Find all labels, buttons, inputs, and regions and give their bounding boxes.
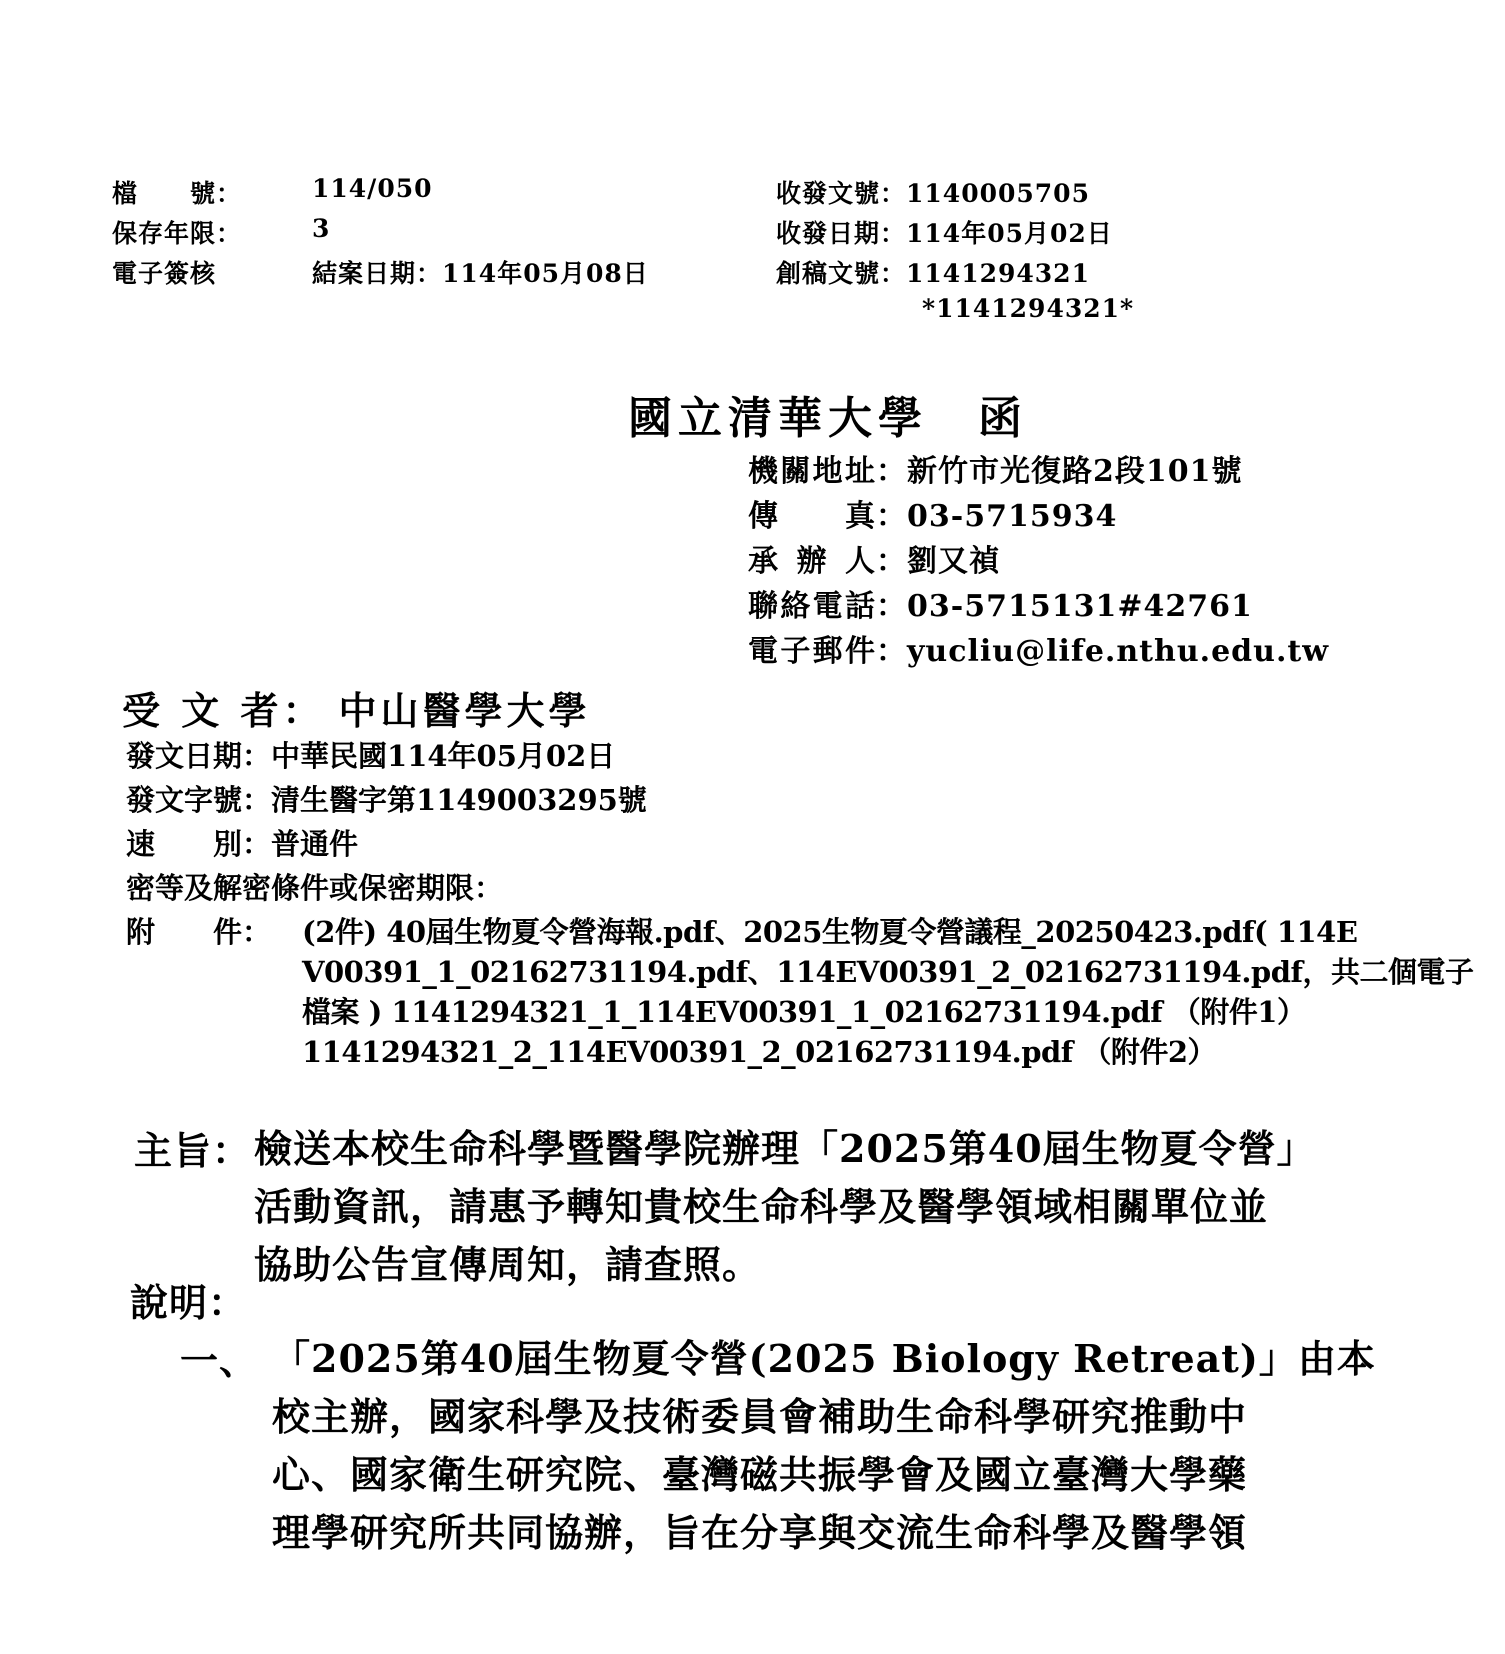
dispatch-date	[126, 734, 615, 775]
attachment-line: V00391_1_02162731194.pdf、114EV00391_2_02162731194.pdf，共二個電子	[302, 955, 1474, 989]
recv-no-label: 收發文號：	[776, 179, 907, 208]
subject-label: 主旨：	[134, 1128, 252, 1173]
contact-row-address: 機關地址：新竹市光復路2段101號	[748, 446, 1329, 491]
item1-line: 「2025第40屆生物夏令營(2025 Biology Retreat)」由本	[272, 1336, 1376, 1381]
barcode-text: *1141294321*	[922, 294, 1135, 323]
explain-label: 說明：	[130, 1280, 248, 1325]
dispatch-docno-value: 清生醫字第1149003295號	[271, 783, 647, 817]
close-date-value: 114年05月08日	[442, 259, 649, 288]
contact-value: yucliu@life.nthu.edu.tw	[907, 634, 1330, 669]
contact-value: 03-5715131#42761	[907, 589, 1253, 624]
retention-label: 保存年限：	[112, 219, 243, 248]
dispatch-date-label: 發文日期：	[126, 739, 272, 773]
subject-line: 協助公告宣傳周知，請查照。	[254, 1242, 762, 1287]
recv-date	[776, 214, 1113, 250]
dispatch-docno-label: 發文字號：	[126, 783, 272, 817]
attachment-line: (2件) 40屆生物夏令營海報.pdf、2025生物夏令營議程_20250423.pdf( 114E	[302, 915, 1358, 949]
subject-text	[254, 1120, 1316, 1294]
item1-line: 心、國家衛生研究院、臺灣磁共振學會及國立臺灣大學藥	[272, 1452, 1248, 1497]
secret-level-label: 密等及解密條件或保密期限：	[126, 871, 504, 905]
recv-date-value: 114年05月02日	[906, 219, 1113, 248]
recv-no-value: 1140005705	[906, 179, 1090, 208]
attachment-label: 附 件：	[126, 915, 272, 949]
dispatch-docno	[126, 778, 647, 819]
contact-label: 電子郵件	[748, 634, 876, 669]
receiver-name: 中山醫學大學	[338, 688, 591, 733]
item1-line: 理學研究所共同協辦，旨在分享與交流生命科學及醫學領	[272, 1510, 1248, 1555]
receiver	[122, 680, 590, 735]
recv-date-label: 收發日期：	[776, 219, 907, 248]
close-date	[312, 254, 649, 290]
draft-no-label: 創稿文號：	[776, 259, 907, 288]
contact-value: 劉又禎	[907, 544, 1000, 579]
dispatch-speed	[126, 822, 358, 863]
attachment-list	[302, 910, 1473, 1070]
contact-label: 承 辦 人	[748, 544, 876, 579]
esign-label: 電子簽核	[112, 259, 217, 288]
subject-line: 活動資訊，請惠予轉知貴校生命科學及醫學領域相關單位並	[254, 1184, 1269, 1229]
contact-row-handler: 承 辦 人：劉又禎	[748, 536, 1329, 581]
receiver-label: 受 文 者：	[122, 688, 325, 733]
contact-label: 機關地址	[748, 454, 876, 489]
subject-line: 檢送本校生命科學暨醫學院辦理「2025第40屆生物夏令營」	[254, 1126, 1316, 1171]
dispatch-speed-label: 速 別：	[126, 827, 272, 861]
attachment-line: 檔案 ) 1141294321_1_114EV00391_1_02162731194.pdf （附件1）	[302, 995, 1306, 1029]
contact-row-phone: 聯絡電話：03-5715131#42761	[748, 581, 1329, 626]
close-date-label: 結案日期：	[312, 259, 443, 288]
contact-block	[748, 446, 1329, 671]
item1-text	[272, 1330, 1376, 1562]
file-no-label: 檔 號：	[112, 179, 243, 208]
doc-title: 國立清華大學 函	[628, 393, 1028, 444]
contact-value: 03-5715934	[907, 499, 1118, 534]
dispatch-speed-value: 普通件	[271, 827, 359, 861]
retention: 3	[312, 214, 331, 243]
contact-row-fax: 傳 真：03-5715934	[748, 491, 1329, 536]
draft-no-value: 1141294321	[906, 259, 1090, 288]
draft-no	[776, 254, 1090, 290]
item1-label: 一、	[180, 1338, 259, 1383]
contact-row-email: 電子郵件：yucliu@life.nthu.edu.tw	[748, 626, 1329, 671]
recv-no	[776, 174, 1090, 210]
item1-line: 校主辦，國家科學及技術委員會補助生命科學研究推動中	[272, 1394, 1248, 1439]
dispatch-date-value: 中華民國114年05月02日	[271, 739, 616, 773]
file-no: 114/050	[312, 174, 433, 203]
contact-value: 新竹市光復路2段101號	[907, 454, 1243, 489]
attachment-line: 1141294321_2_114EV00391_2_02162731194.pdf （附件2）	[302, 1035, 1217, 1069]
contact-label: 聯絡電話	[748, 589, 876, 624]
contact-label: 傳 真	[748, 499, 876, 534]
